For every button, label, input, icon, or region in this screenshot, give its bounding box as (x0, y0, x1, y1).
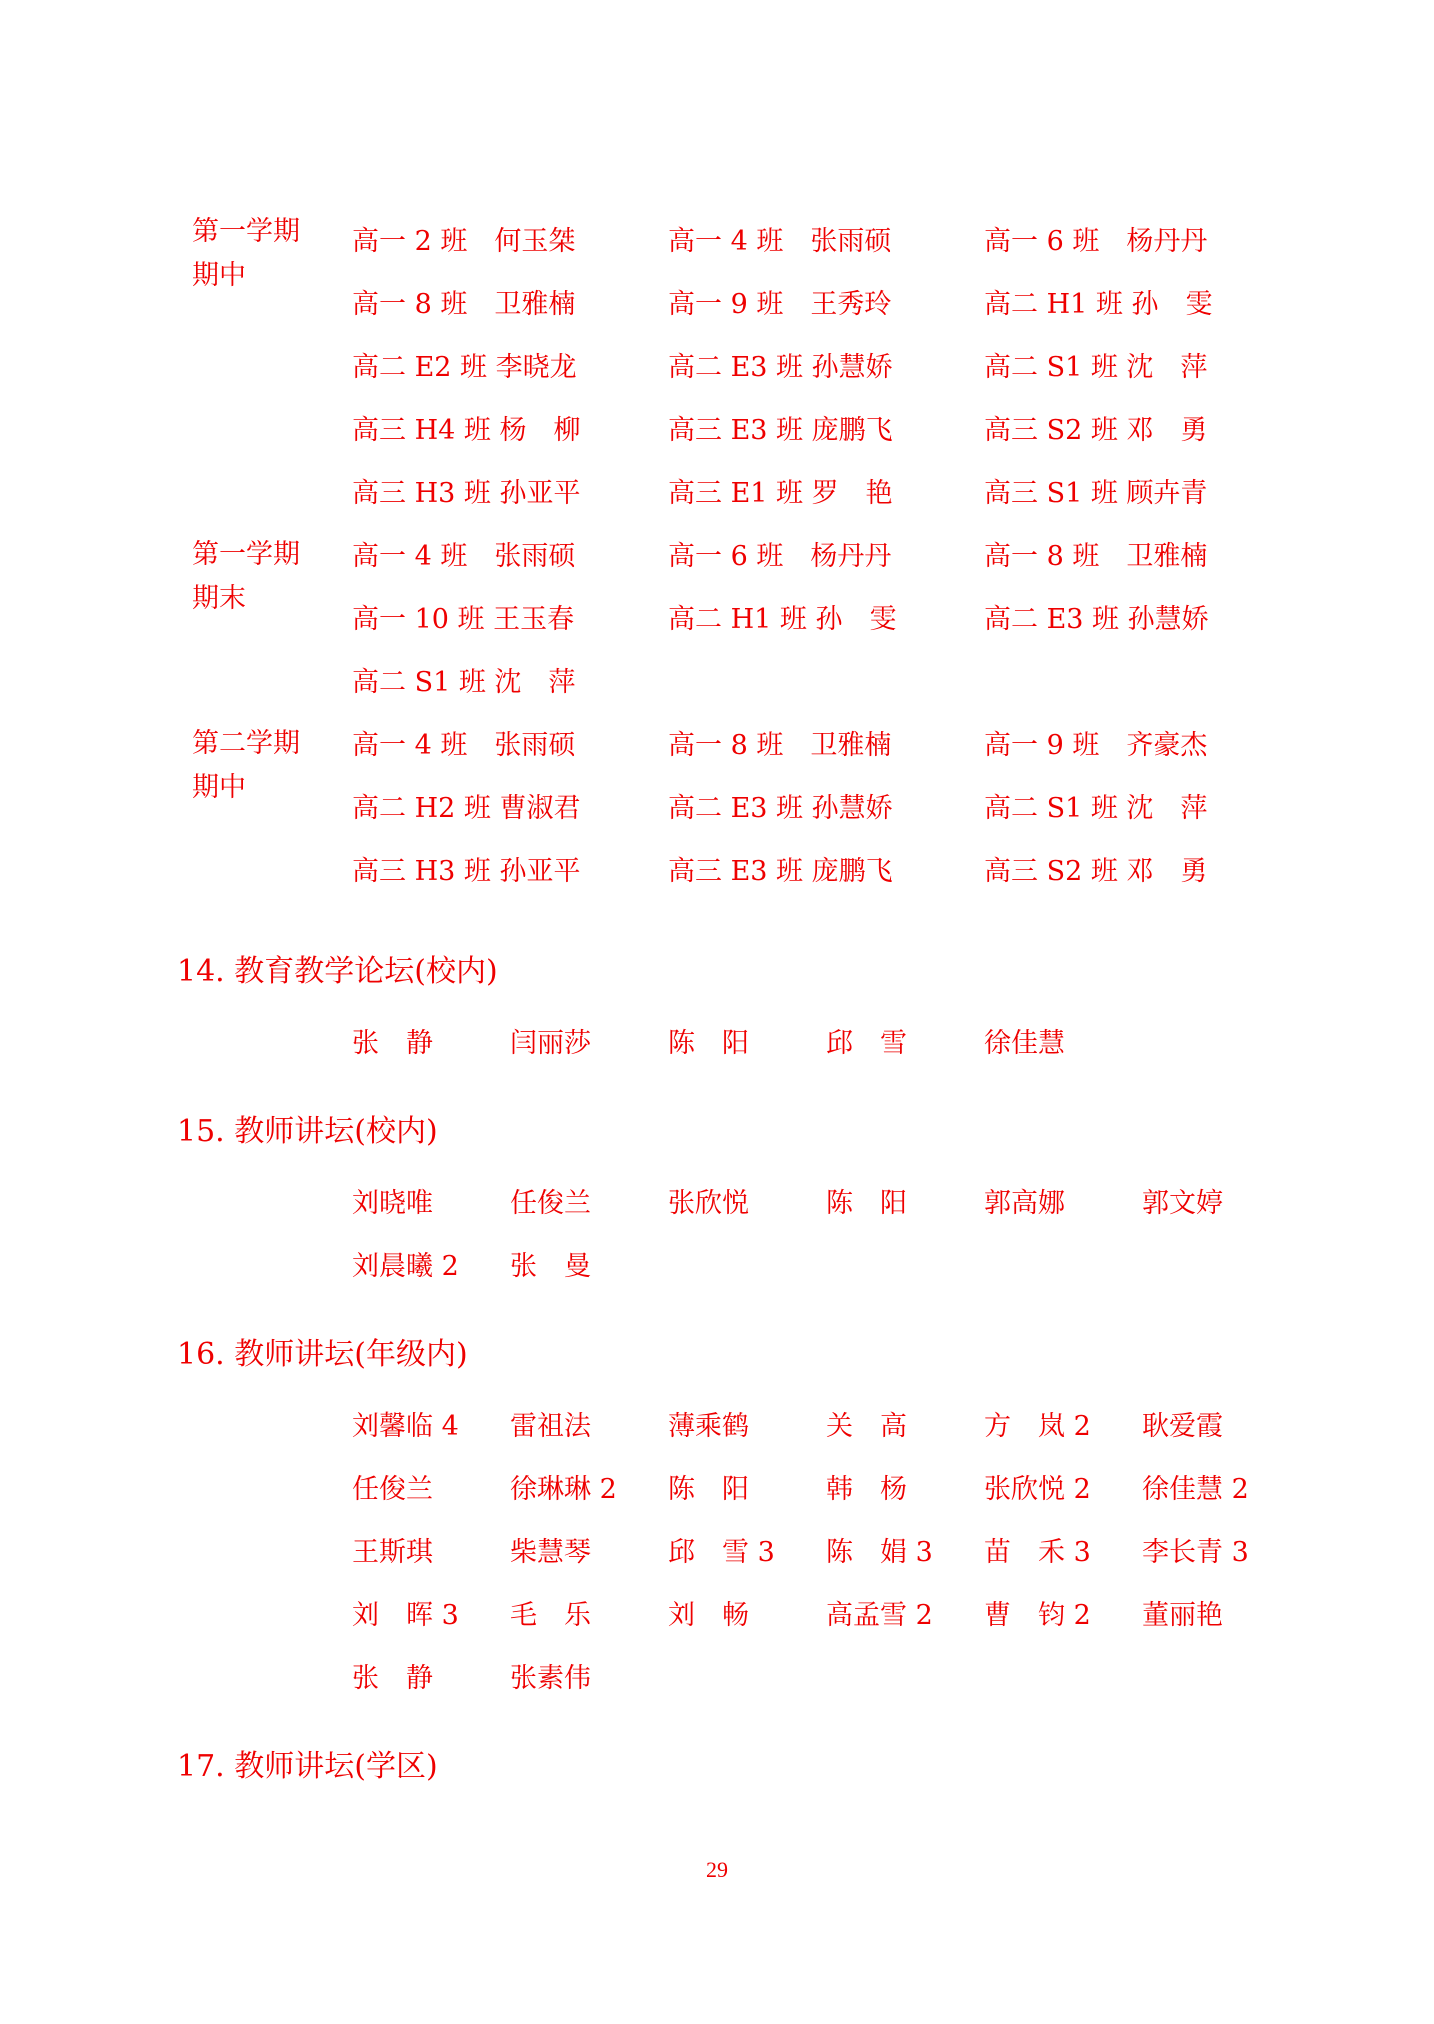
class-entry: 高二 E3 班 孙慧娇 (668, 352, 893, 383)
class-entry: 高三 E3 班 庞鹏飞 (668, 415, 893, 446)
class-entry: 高三 H3 班 孙亚平 (352, 856, 581, 887)
teacher-name: 董丽艳 (1142, 1600, 1223, 1631)
teacher-name: 刘晨曦 2 (352, 1251, 459, 1282)
teacher-name: 刘 畅 (668, 1600, 749, 1631)
class-entry: 高一 8 班 卫雅楠 (668, 730, 892, 761)
semester-label-line: 第一学期 (192, 216, 300, 247)
class-entry: 高一 4 班 张雨硕 (668, 226, 892, 257)
teacher-name: 柴慧琴 (510, 1537, 591, 1568)
class-entry: 高一 2 班 何玉桀 (352, 226, 576, 257)
class-entry: 高二 H1 班 孙 雯 (668, 604, 897, 635)
teacher-name: 高孟雪 2 (826, 1600, 933, 1631)
teacher-name: 张素伟 (510, 1663, 591, 1694)
class-entry: 高二 E3 班 孙慧娇 (984, 604, 1209, 635)
semester-label-line: 第一学期 (192, 539, 300, 570)
teacher-name: 关 高 (826, 1411, 907, 1442)
class-entry: 高二 H2 班 曹淑君 (352, 793, 581, 824)
class-entry: 高一 4 班 张雨硕 (352, 541, 576, 572)
teacher-name: 张欣悦 (668, 1188, 749, 1219)
teacher-name: 闫丽莎 (510, 1028, 591, 1059)
teacher-name: 徐佳慧 (984, 1028, 1065, 1059)
class-entry: 高一 4 班 张雨硕 (352, 730, 576, 761)
semester-label (192, 722, 300, 810)
teacher-name: 徐琳琳 2 (510, 1474, 617, 1505)
section-heading: 16. 教师讲坛(年级内) (177, 1337, 468, 1372)
section-heading: 14. 教育教学论坛(校内) (177, 954, 498, 989)
class-entry: 高三 E1 班 罗 艳 (668, 478, 893, 509)
teacher-name: 张 静 (352, 1028, 433, 1059)
class-entry: 高二 S1 班 沈 萍 (984, 793, 1208, 824)
teacher-name: 雷祖法 (510, 1411, 591, 1442)
teacher-name: 郭文婷 (1142, 1188, 1223, 1219)
semester-label-line: 期中 (192, 260, 246, 291)
teacher-name: 张 静 (352, 1663, 433, 1694)
class-entry: 高三 H3 班 孙亚平 (352, 478, 581, 509)
semester-label (192, 210, 300, 298)
teacher-name: 张欣悦 2 (984, 1474, 1091, 1505)
class-entry: 高三 S2 班 邓 勇 (984, 415, 1208, 446)
teacher-name: 张 曼 (510, 1251, 591, 1282)
class-entry: 高二 E2 班 李晓龙 (352, 352, 577, 383)
teacher-name: 耿爱霞 (1142, 1411, 1223, 1442)
class-entry: 高一 8 班 卫雅楠 (984, 541, 1208, 572)
teacher-name: 韩 杨 (826, 1474, 907, 1505)
teacher-name: 陈 阳 (668, 1028, 749, 1059)
class-entry: 高三 E3 班 庞鹏飞 (668, 856, 893, 887)
teacher-name: 邱 雪 3 (668, 1537, 775, 1568)
teacher-name: 陈 阳 (826, 1188, 907, 1219)
semester-label-line: 期末 (192, 583, 246, 614)
class-entry: 高二 H1 班 孙 雯 (984, 289, 1213, 320)
class-entry: 高二 E3 班 孙慧娇 (668, 793, 893, 824)
class-entry: 高二 S1 班 沈 萍 (984, 352, 1208, 383)
teacher-name: 曹 钧 2 (984, 1600, 1091, 1631)
semester-label-line: 第二学期 (192, 728, 300, 759)
class-entry: 高一 6 班 杨丹丹 (668, 541, 892, 572)
teacher-name: 薄乘鹤 (668, 1411, 749, 1442)
teacher-name: 徐佳慧 2 (1142, 1474, 1249, 1505)
class-entry: 高一 9 班 王秀玲 (668, 289, 892, 320)
class-entry: 高一 10 班 王玉春 (352, 604, 575, 635)
class-entry: 高三 S2 班 邓 勇 (984, 856, 1208, 887)
class-entry: 高三 S1 班 顾卉青 (984, 478, 1208, 509)
class-entry: 高一 8 班 卫雅楠 (352, 289, 576, 320)
teacher-name: 方 岚 2 (984, 1411, 1091, 1442)
page-number: 29 (706, 1857, 728, 1882)
teacher-name: 陈 阳 (668, 1474, 749, 1505)
teacher-name: 苗 禾 3 (984, 1537, 1091, 1568)
class-entry: 高一 9 班 齐豪杰 (984, 730, 1208, 761)
section-heading: 15. 教师讲坛(校内) (177, 1114, 438, 1149)
class-entry: 高三 H4 班 杨 柳 (352, 415, 581, 446)
class-entry: 高二 S1 班 沈 萍 (352, 667, 576, 698)
teacher-name: 王斯琪 (352, 1537, 433, 1568)
teacher-name: 毛 乐 (510, 1600, 591, 1631)
teacher-name: 任俊兰 (352, 1474, 433, 1505)
teacher-name: 任俊兰 (510, 1188, 591, 1219)
teacher-name: 刘晓唯 (352, 1188, 433, 1219)
class-entry: 高一 6 班 杨丹丹 (984, 226, 1208, 257)
teacher-name: 郭高娜 (984, 1188, 1065, 1219)
semester-label (192, 533, 300, 621)
teacher-name: 刘馨临 4 (352, 1411, 459, 1442)
teacher-name: 邱 雪 (826, 1028, 907, 1059)
section-heading: 17. 教师讲坛(学区) (177, 1749, 438, 1784)
semester-label-line: 期中 (192, 772, 246, 803)
teacher-name: 刘 晖 3 (352, 1600, 459, 1631)
teacher-name: 陈 娟 3 (826, 1537, 933, 1568)
teacher-name: 李长青 3 (1142, 1537, 1249, 1568)
